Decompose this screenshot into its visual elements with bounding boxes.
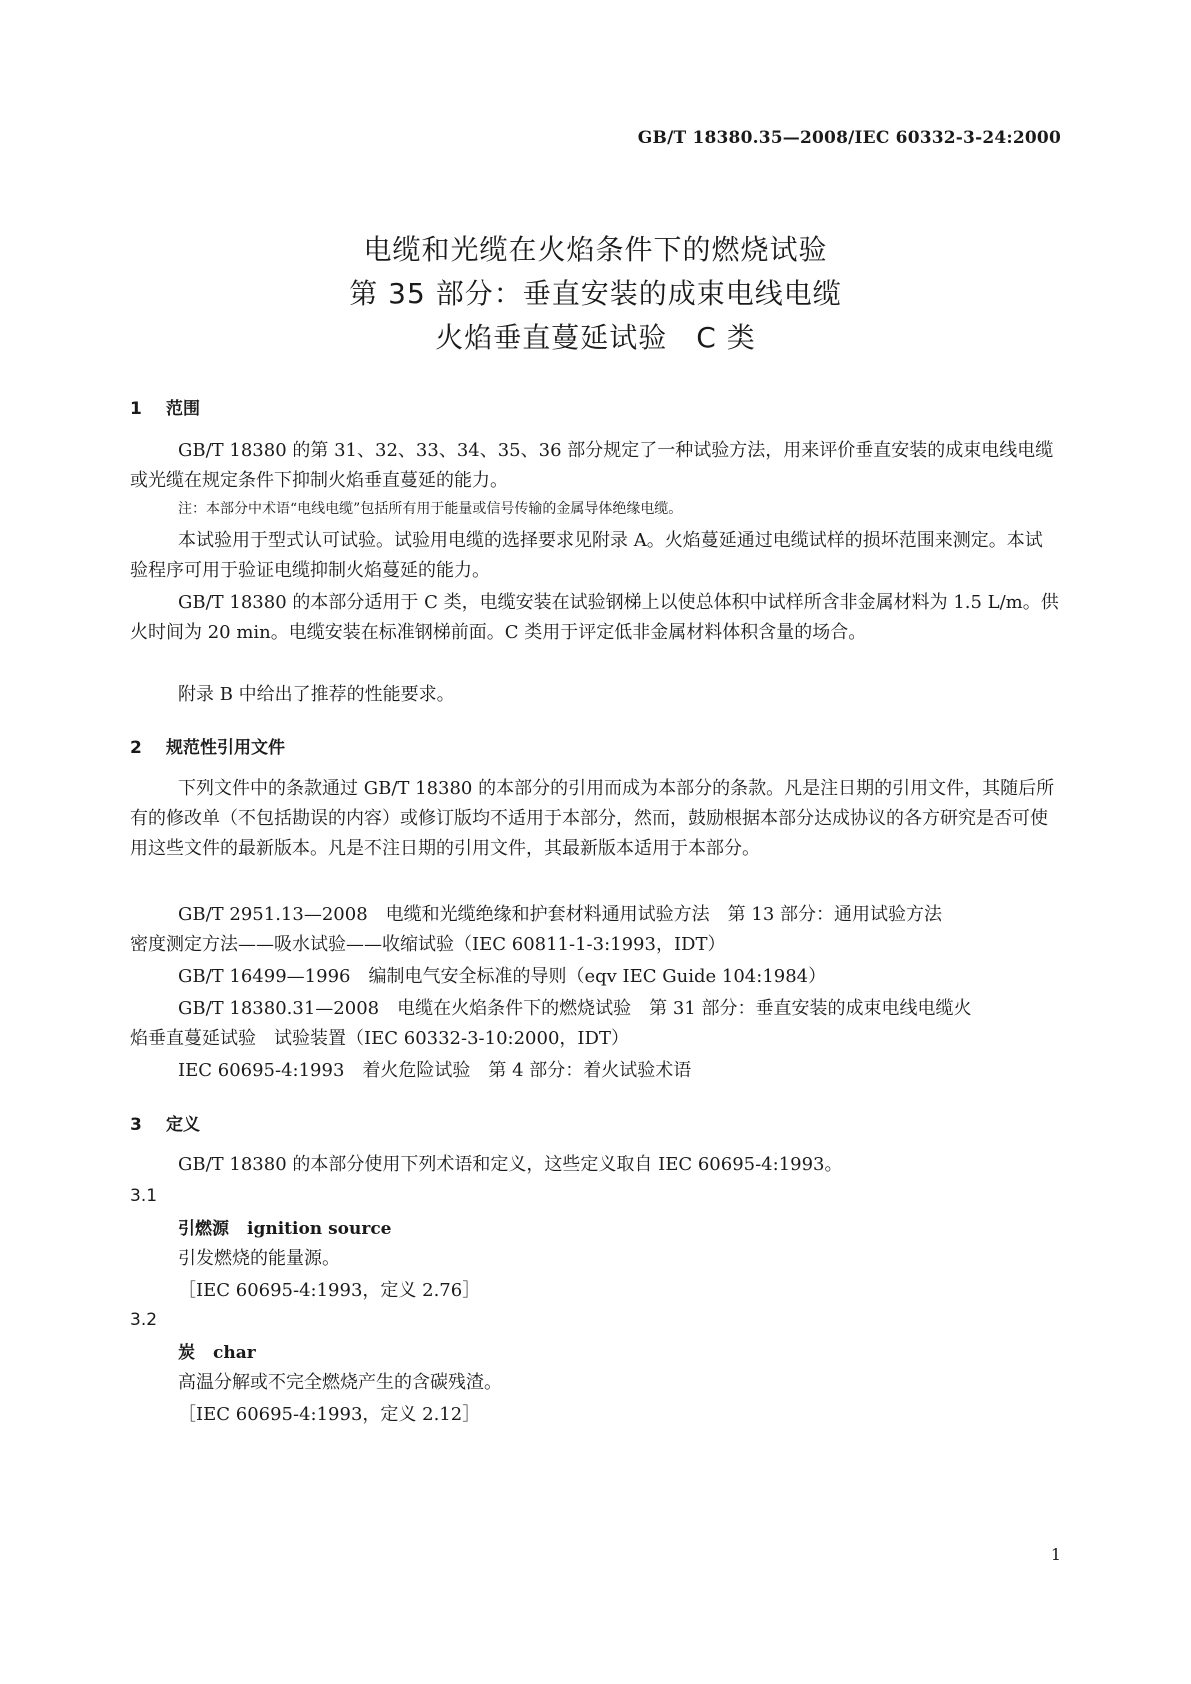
page-number: 1 — [1050, 1545, 1061, 1564]
term-chinese: 引燃源 — [178, 1219, 229, 1239]
section-2-heading — [130, 733, 285, 758]
section-title: 范围 — [166, 399, 200, 419]
clause-number: 3.1 — [130, 1186, 158, 1206]
section-1-paragraph-1: GB/T 18380 的第 31、32、33、34、35、36 部分规定了一种试验方法，用来评价垂直安装的成束电线电缆或光缆在规定条件下抑制火焰垂直蔓延的能力。 — [130, 440, 1054, 491]
reference-3-line-1: GB/T 18380.31—2008 电缆在火焰条件下的燃烧试验 第 31 部分：垂直安装的成束电线电缆火 — [178, 998, 972, 1019]
reference-1-line-1: GB/T 2951.13—2008 电缆和光缆绝缘和护套材料通用试验方法 第 13 部分：通用试验方法 — [178, 904, 942, 925]
section-3-paragraph-1: GB/T 18380 的本部分使用下列术语和定义，这些定义取自 IEC 60695-4:1993。 — [178, 1154, 843, 1175]
section-1-paragraph-3: GB/T 18380 的本部分适用于 C 类，电缆安装在试验钢梯上以使总体积中试样所含非金属材料为 1.5 L/m。供火时间为 20 min。电缆安装在标准钢梯前面。C 类用于评定低非金属材料体积含量的场合。 — [130, 592, 1059, 643]
section-1-paragraph-4: 附录 B 中给出了推荐的性能要求。 — [178, 684, 455, 705]
title-line-3: 火焰垂直蔓延试验 C 类 — [435, 321, 756, 354]
section-title: 定义 — [166, 1115, 200, 1135]
clause-number: 3.2 — [130, 1310, 158, 1330]
title-line-2: 第 35 部分：垂直安装的成束电线电缆 — [349, 277, 842, 310]
section-number: 1 — [130, 399, 142, 419]
term-chinese: 炭 — [178, 1343, 195, 1363]
term-source: ［IEC 60695-4:1993，定义 2.76］ — [178, 1280, 481, 1301]
term-entry — [178, 1338, 256, 1363]
term-definition: 高温分解或不完全燃烧产生的含碳残渣。 — [178, 1372, 502, 1393]
term-source: ［IEC 60695-4:1993，定义 2.12］ — [178, 1404, 481, 1425]
reference-4: IEC 60695-4:1993 着火危险试验 第 4 部分：着火试验术语 — [178, 1060, 692, 1081]
term-english: ignition source — [247, 1219, 392, 1239]
document-title — [0, 228, 1191, 360]
section-3-heading — [130, 1110, 200, 1135]
reference-2: GB/T 16499—1996 编制电气安全标准的导则（eqv IEC Guide 104:1984） — [178, 966, 827, 987]
section-1-note: 注：本部分中术语“电线电缆”包括所有用于能量或信号传输的金属导体绝缘电缆。 — [178, 501, 683, 517]
section-number: 3 — [130, 1115, 142, 1135]
reference-3-line-2: 焰垂直蔓延试验 试验装置（IEC 60332-3-10:2000，IDT） — [130, 1028, 629, 1049]
title-line-1: 电缆和光缆在火焰条件下的燃烧试验 — [363, 233, 828, 266]
section-title: 规范性引用文件 — [166, 738, 285, 758]
section-1-heading — [130, 394, 200, 419]
section-1-paragraph-2: 本试验用于型式认可试验。试验用电缆的选择要求见附录 A。火焰蔓延通过电缆试样的损坏范围来测定。本试验程序可用于验证电缆抑制火焰蔓延的能力。 — [130, 530, 1043, 581]
term-entry — [178, 1214, 391, 1239]
section-2-paragraph-1: 下列文件中的条款通过 GB/T 18380 的本部分的引用而成为本部分的条款。凡是注日期的引用文件，其随后所有的修改单（不包括勘误的内容）或修订版均不适用于本部分，然而，鼓励根据本部分达成协议的各方研究是否可使用这些文件的最新版本。凡是不注日期的引用文件，其最新版本适用于本部分。 — [130, 778, 1055, 859]
standard-code: GB/T 18380.35—2008/IEC 60332-3-24:2000 — [637, 128, 1061, 148]
term-english: char — [213, 1343, 256, 1363]
section-number: 2 — [130, 738, 142, 758]
reference-1-line-2: 密度测定方法——吸水试验——收缩试验（IEC 60811-1-3:1993，IDT） — [130, 934, 726, 955]
term-definition: 引发燃烧的能量源。 — [178, 1248, 340, 1269]
